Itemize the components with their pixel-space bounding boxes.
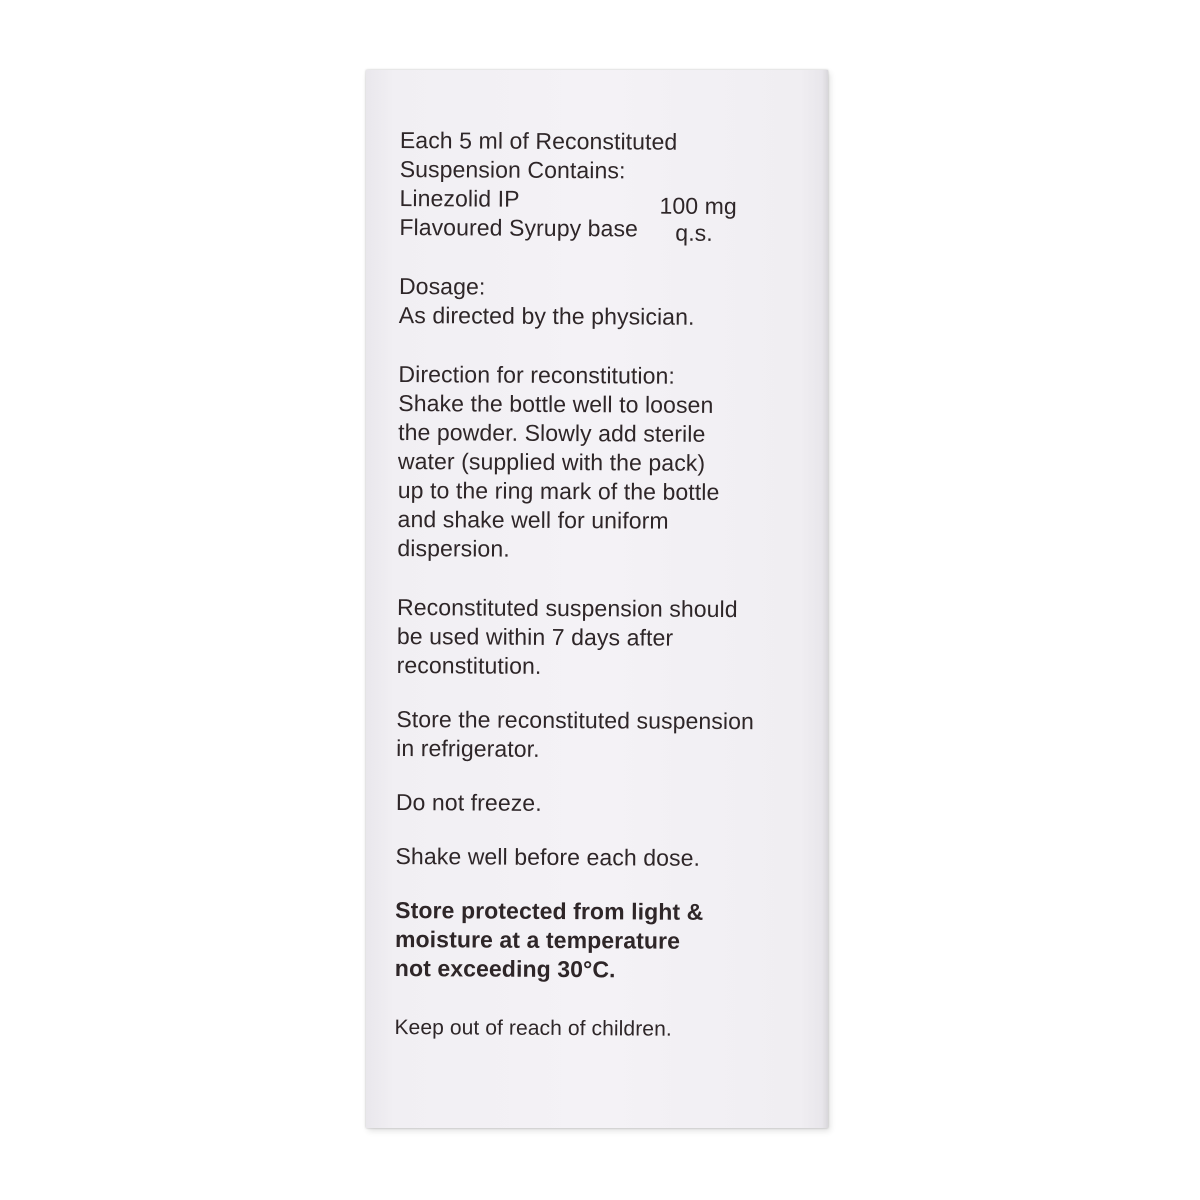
ingredient-quantity: 100 mg bbox=[659, 192, 737, 220]
ingredient-name: Linezolid IP bbox=[399, 184, 520, 212]
composition-section bbox=[399, 126, 810, 245]
medicine-carton-panel bbox=[366, 70, 828, 1128]
storage-reconstituted-line: Store the reconstituted suspension bbox=[396, 705, 755, 735]
dosage-section bbox=[399, 272, 809, 333]
ingredient-row bbox=[399, 184, 809, 220]
reconstitution-line: up to the ring mark of the bottle bbox=[397, 476, 720, 505]
usage-period-line: reconstitution. bbox=[396, 651, 542, 679]
reconstitution-line: the powder. Slowly add sterile bbox=[398, 418, 706, 447]
storage-warning-section bbox=[395, 896, 806, 986]
usage-period-line: be used within 7 days after bbox=[396, 622, 674, 651]
reconstitution-line: Shake the bottle well to loosen bbox=[398, 389, 714, 418]
reconstitution-heading: Direction for reconstitution: bbox=[398, 360, 676, 389]
storage-reconstituted-line: in refrigerator. bbox=[396, 734, 540, 762]
composition-heading-line-1: Each 5 ml of Reconstituted bbox=[399, 126, 678, 155]
usage-period-section bbox=[397, 593, 808, 683]
reconstitution-section bbox=[397, 360, 808, 566]
storage-warning-line: Store protected from light & bbox=[395, 896, 704, 925]
reconstitution-line: dispersion. bbox=[397, 534, 510, 562]
shake-instruction: Shake well before each dose. bbox=[395, 842, 701, 871]
ingredient-quantity: q.s. bbox=[675, 219, 713, 246]
label-text-block bbox=[394, 126, 810, 1044]
dosage-heading: Dosage: bbox=[398, 272, 486, 300]
children-warning: Keep out of reach of children. bbox=[394, 1015, 672, 1041]
reconstitution-line: water (supplied with the pack) bbox=[397, 447, 706, 476]
storage-warning-line: not exceeding 30°C. bbox=[394, 954, 616, 983]
usage-period-line: Reconstituted suspension should bbox=[396, 593, 738, 623]
ingredient-row bbox=[399, 213, 809, 245]
freeze-warning: Do not freeze. bbox=[395, 788, 542, 816]
storage-reconstituted-section bbox=[396, 705, 806, 766]
composition-heading-line-2: Suspension Contains: bbox=[399, 155, 626, 184]
dosage-text: As directed by the physician. bbox=[398, 301, 695, 330]
reconstitution-line: and shake well for uniform bbox=[397, 505, 669, 534]
ingredient-name: Flavoured Syrupy base bbox=[399, 213, 639, 242]
storage-warning-line: moisture at a temperature bbox=[394, 925, 681, 954]
